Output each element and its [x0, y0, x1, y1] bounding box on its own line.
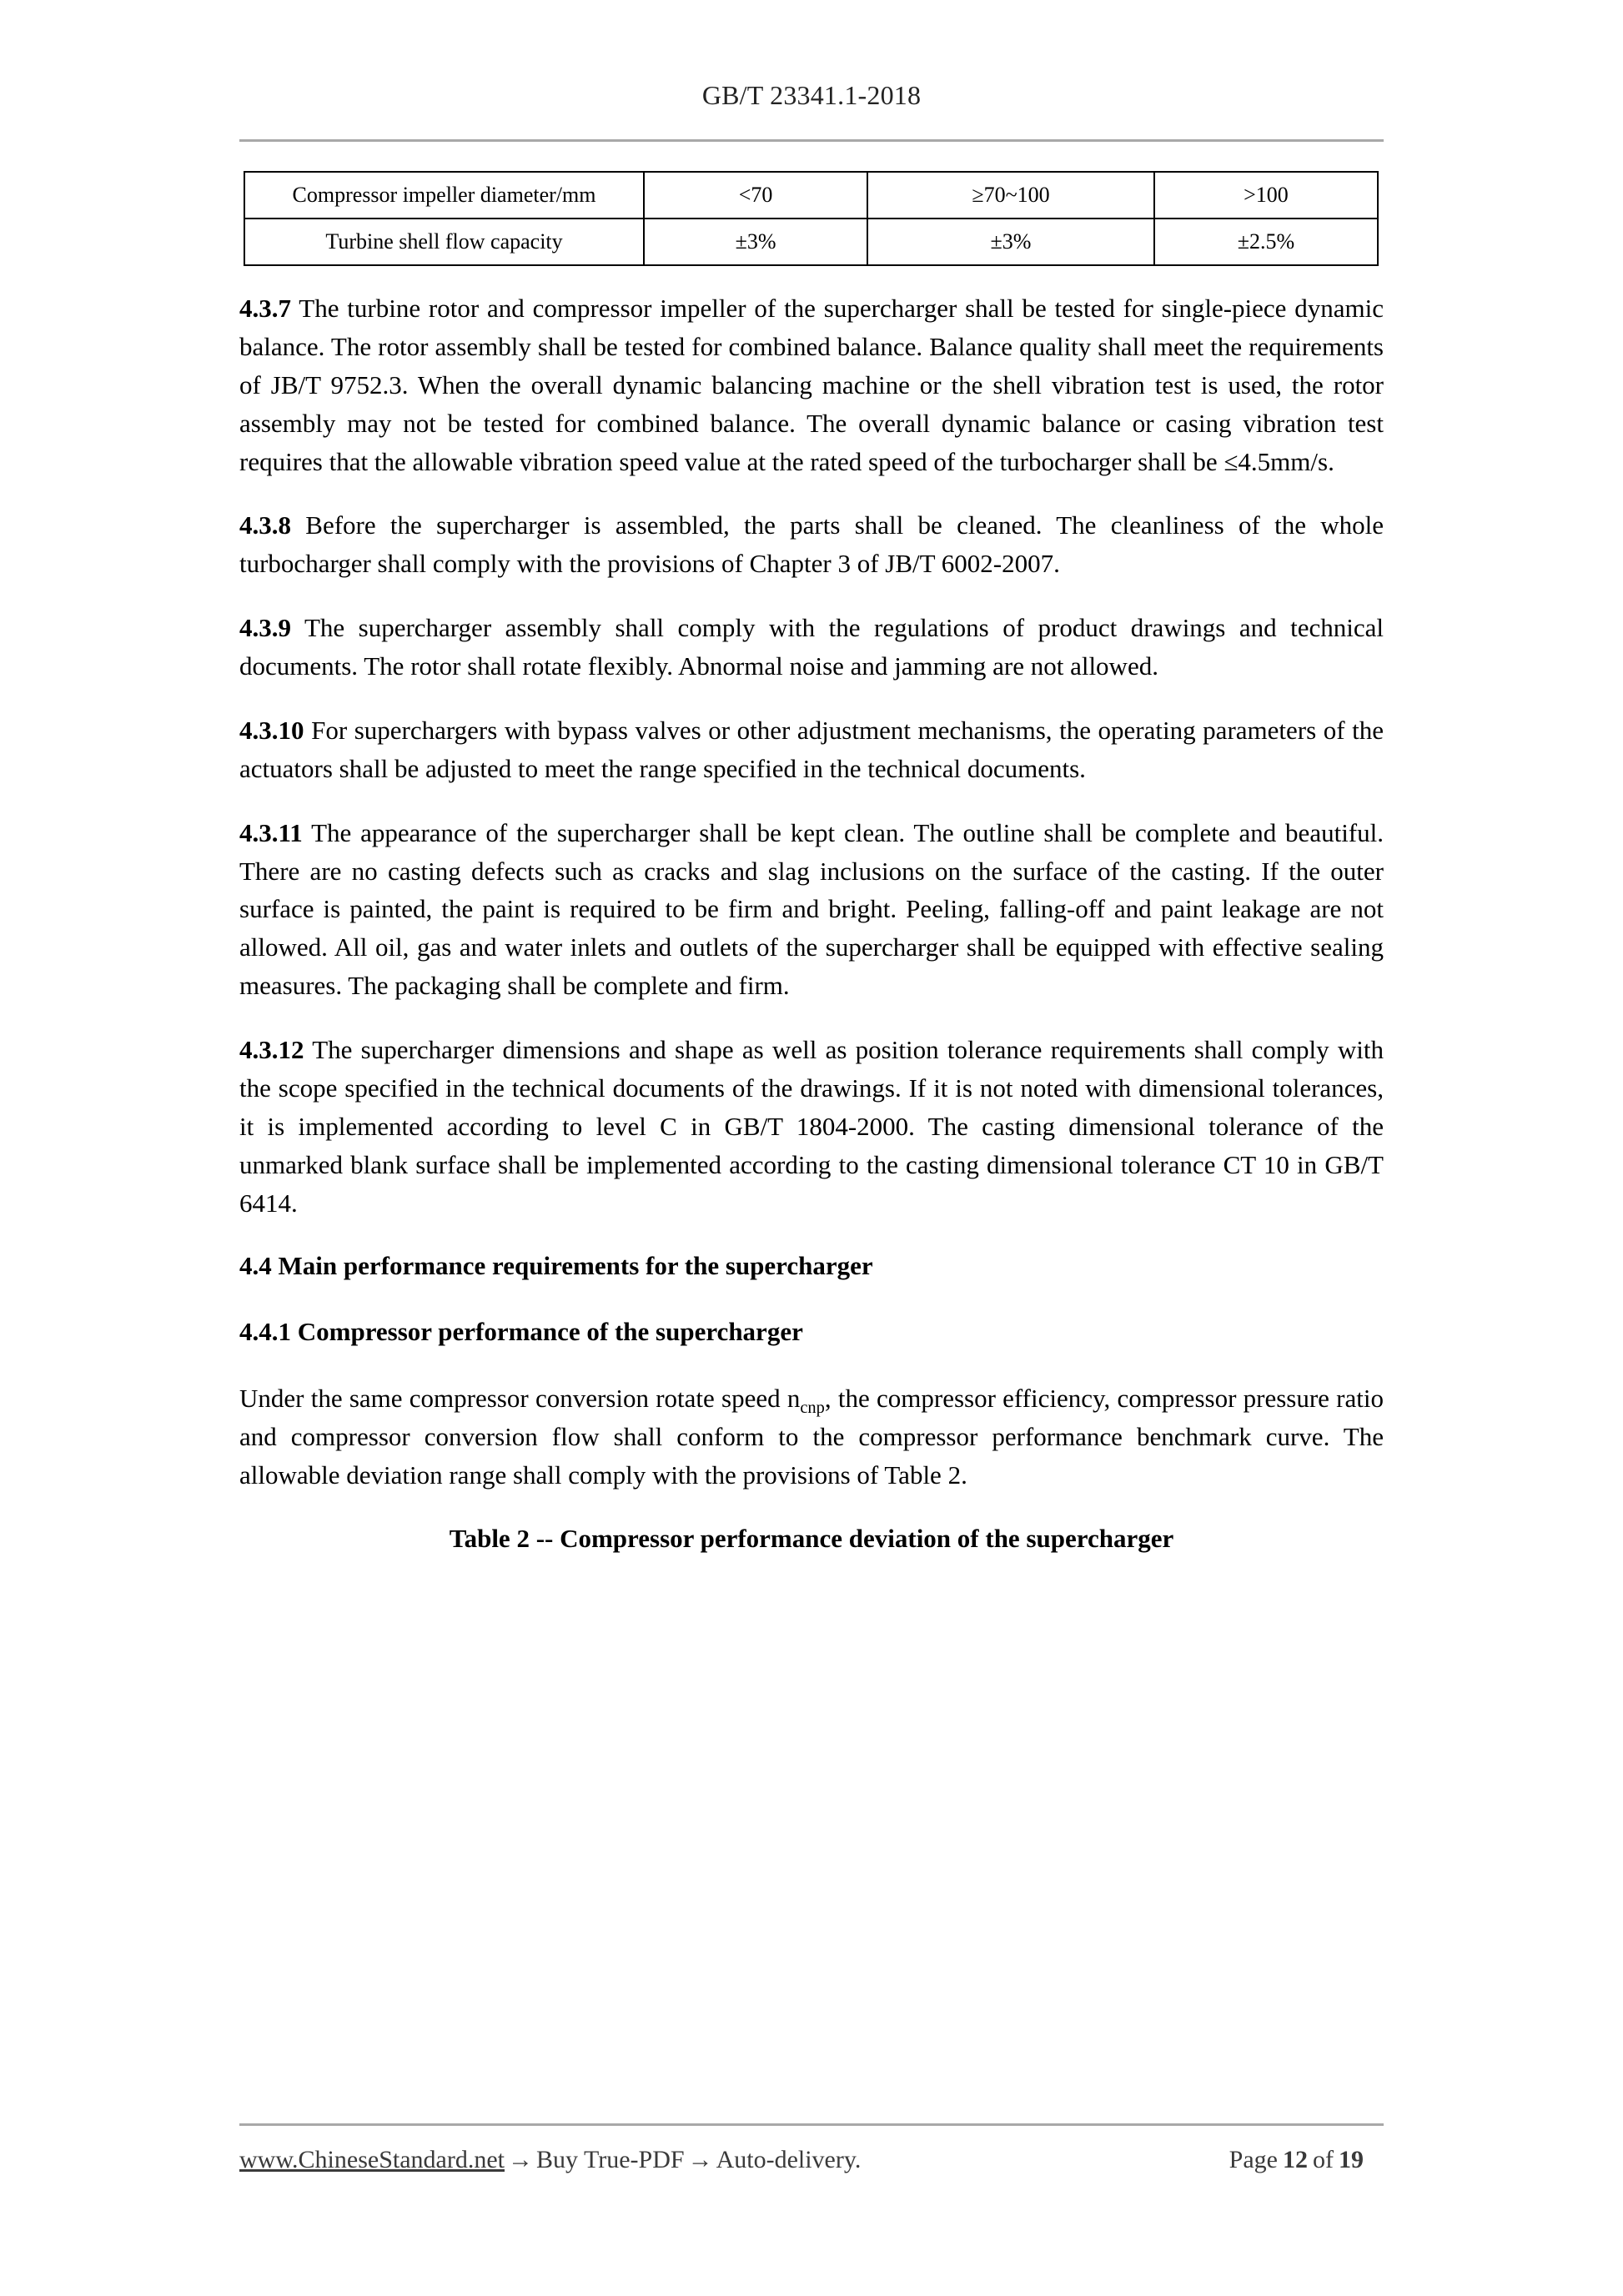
page-indicator [1229, 2146, 1384, 2174]
footer-divider [239, 2123, 1384, 2126]
spacer [239, 266, 1384, 289]
total-page-number: 19 [1339, 2146, 1364, 2173]
page-content [239, 171, 1384, 1558]
table-cell-value: ±2.5% [1154, 219, 1378, 265]
clause-number: 4.3.7 [239, 294, 291, 323]
clause-number: 4.3.8 [239, 510, 291, 540]
section-heading-4-4: 4.4 Main performance requirements for the supercharger [239, 1251, 873, 1281]
subscript-cnp: cnp [800, 1399, 825, 1418]
clause-4-3-8 [239, 506, 1384, 583]
clause-4-3-12 [239, 1031, 1384, 1222]
table-cell-value: <70 [644, 172, 867, 219]
clause-text: For superchargers with bypass valves or other adjustment mechanisms, the operating parameters of the actuators shall be adjusted to meet the range specified in the technical documents. [239, 715, 1384, 783]
clause-text: The turbine rotor and compressor impeller of the supercharger shall be tested for single-piece dynamic balance. The rotor assembly shall be tested for combined balance. Balance quality shall meet the requirements of JB/T 9752.3. When the overall dynamic balancing machine or the shell vibration test is used, the rotor assembly may not be tested for combined balance. The overall dynamic balance or casing vibration test requires that the allowable vibration speed value at the rated speed of the turbocharger shall be ≤4.5mm/s. [239, 294, 1384, 476]
section-heading-4-4-1: 4.4.1 Compressor performance of the supercharger [239, 1317, 803, 1347]
current-page-number: 12 [1283, 2146, 1308, 2173]
clause-text: The appearance of the supercharger shall be kept clean. The outline shall be complete and beautiful. There are no casting defects such as cracks and slag inclusions on the surface of the casting. If the outer surface is painted, the paint is required to be firm and bright. Peeling, falling-off and paint leakage are not allowed. All oil, gas and water inlets and outlets of the supercharger shall be equipped with effective sealing measures. The packaging shall be complete and firm. [239, 817, 1384, 1001]
website-link[interactable]: www.ChineseStandard.net [239, 2146, 505, 2173]
table-cell-value: ±3% [867, 219, 1154, 265]
footer-promo [239, 2146, 861, 2174]
clause-number: 4.3.11 [239, 817, 303, 847]
page-header [239, 80, 1384, 111]
clause-text: The supercharger assembly shall comply with the regulations of product drawings and technical documents. The rotor shall rotate flexibly. Abnormal noise and jamming are not allowed. [239, 613, 1384, 681]
table-row-label: Compressor impeller diameter/mm [244, 172, 644, 219]
arrow-right-icon: → [687, 2146, 713, 2173]
table-2-caption: Table 2 -- Compressor performance deviation of the supercharger [449, 1523, 1174, 1553]
clause-4-3-9 [239, 609, 1384, 686]
clause-number: 4.3.9 [239, 613, 291, 643]
clause-number: 4.3.10 [239, 715, 304, 745]
clause-text: Before the supercharger is assembled, the parts shall be cleaned. The cleanliness of the whole turbocharger shall comply with the provisions of Chapter 3 of JB/T 6002-2007. [239, 510, 1384, 579]
page-label: Page [1229, 2146, 1278, 2173]
table-cell-value: >100 [1154, 172, 1378, 219]
intro-paragraph [239, 1379, 1384, 1495]
clause-4-3-10 [239, 711, 1384, 788]
table-row [244, 172, 1378, 219]
of-label: of [1313, 2146, 1334, 2173]
table-cell-value: ±3% [644, 219, 867, 265]
clause-4-3-7 [239, 289, 1384, 480]
standard-number: GB/T 23341.1-2018 [701, 80, 922, 110]
arrow-right-icon: → [508, 2146, 533, 2173]
clause-text: The supercharger dimensions and shape as well as position tolerance requirements shall comply with the scope specified in the technical documents of the drawings. If it is not noted with dimensional tolerances, it is implemented according to level C in GB/T 1804-2000. The casting dimensional tolerance of the unmarked blank surface shall be implemented according to the casting dimensional tolerance CT 10 in GB/T 6414. [239, 1035, 1384, 1218]
intro-text-before: Under the same compressor conversion rotate speed n [239, 1384, 801, 1414]
delivery-label: Auto-delivery. [716, 2146, 862, 2173]
table-row [244, 219, 1378, 265]
spec-table [244, 171, 1379, 266]
table-cell-value: ≥70~100 [867, 172, 1154, 219]
clause-4-3-11 [239, 814, 1384, 1005]
buy-label: Buy True-PDF [536, 2146, 685, 2173]
table-row-label: Turbine shell flow capacity [244, 219, 644, 265]
header-divider [239, 139, 1384, 142]
page-footer [239, 2146, 1384, 2174]
clause-number: 4.3.12 [239, 1035, 304, 1064]
intro-text-after: , the compressor efficiency, compressor pressure ratio and compressor conversion flow shall conform to the compressor performance benchmark curve. The allowable deviation range shall comply with the provisions of Table 2. [239, 1384, 1384, 1490]
